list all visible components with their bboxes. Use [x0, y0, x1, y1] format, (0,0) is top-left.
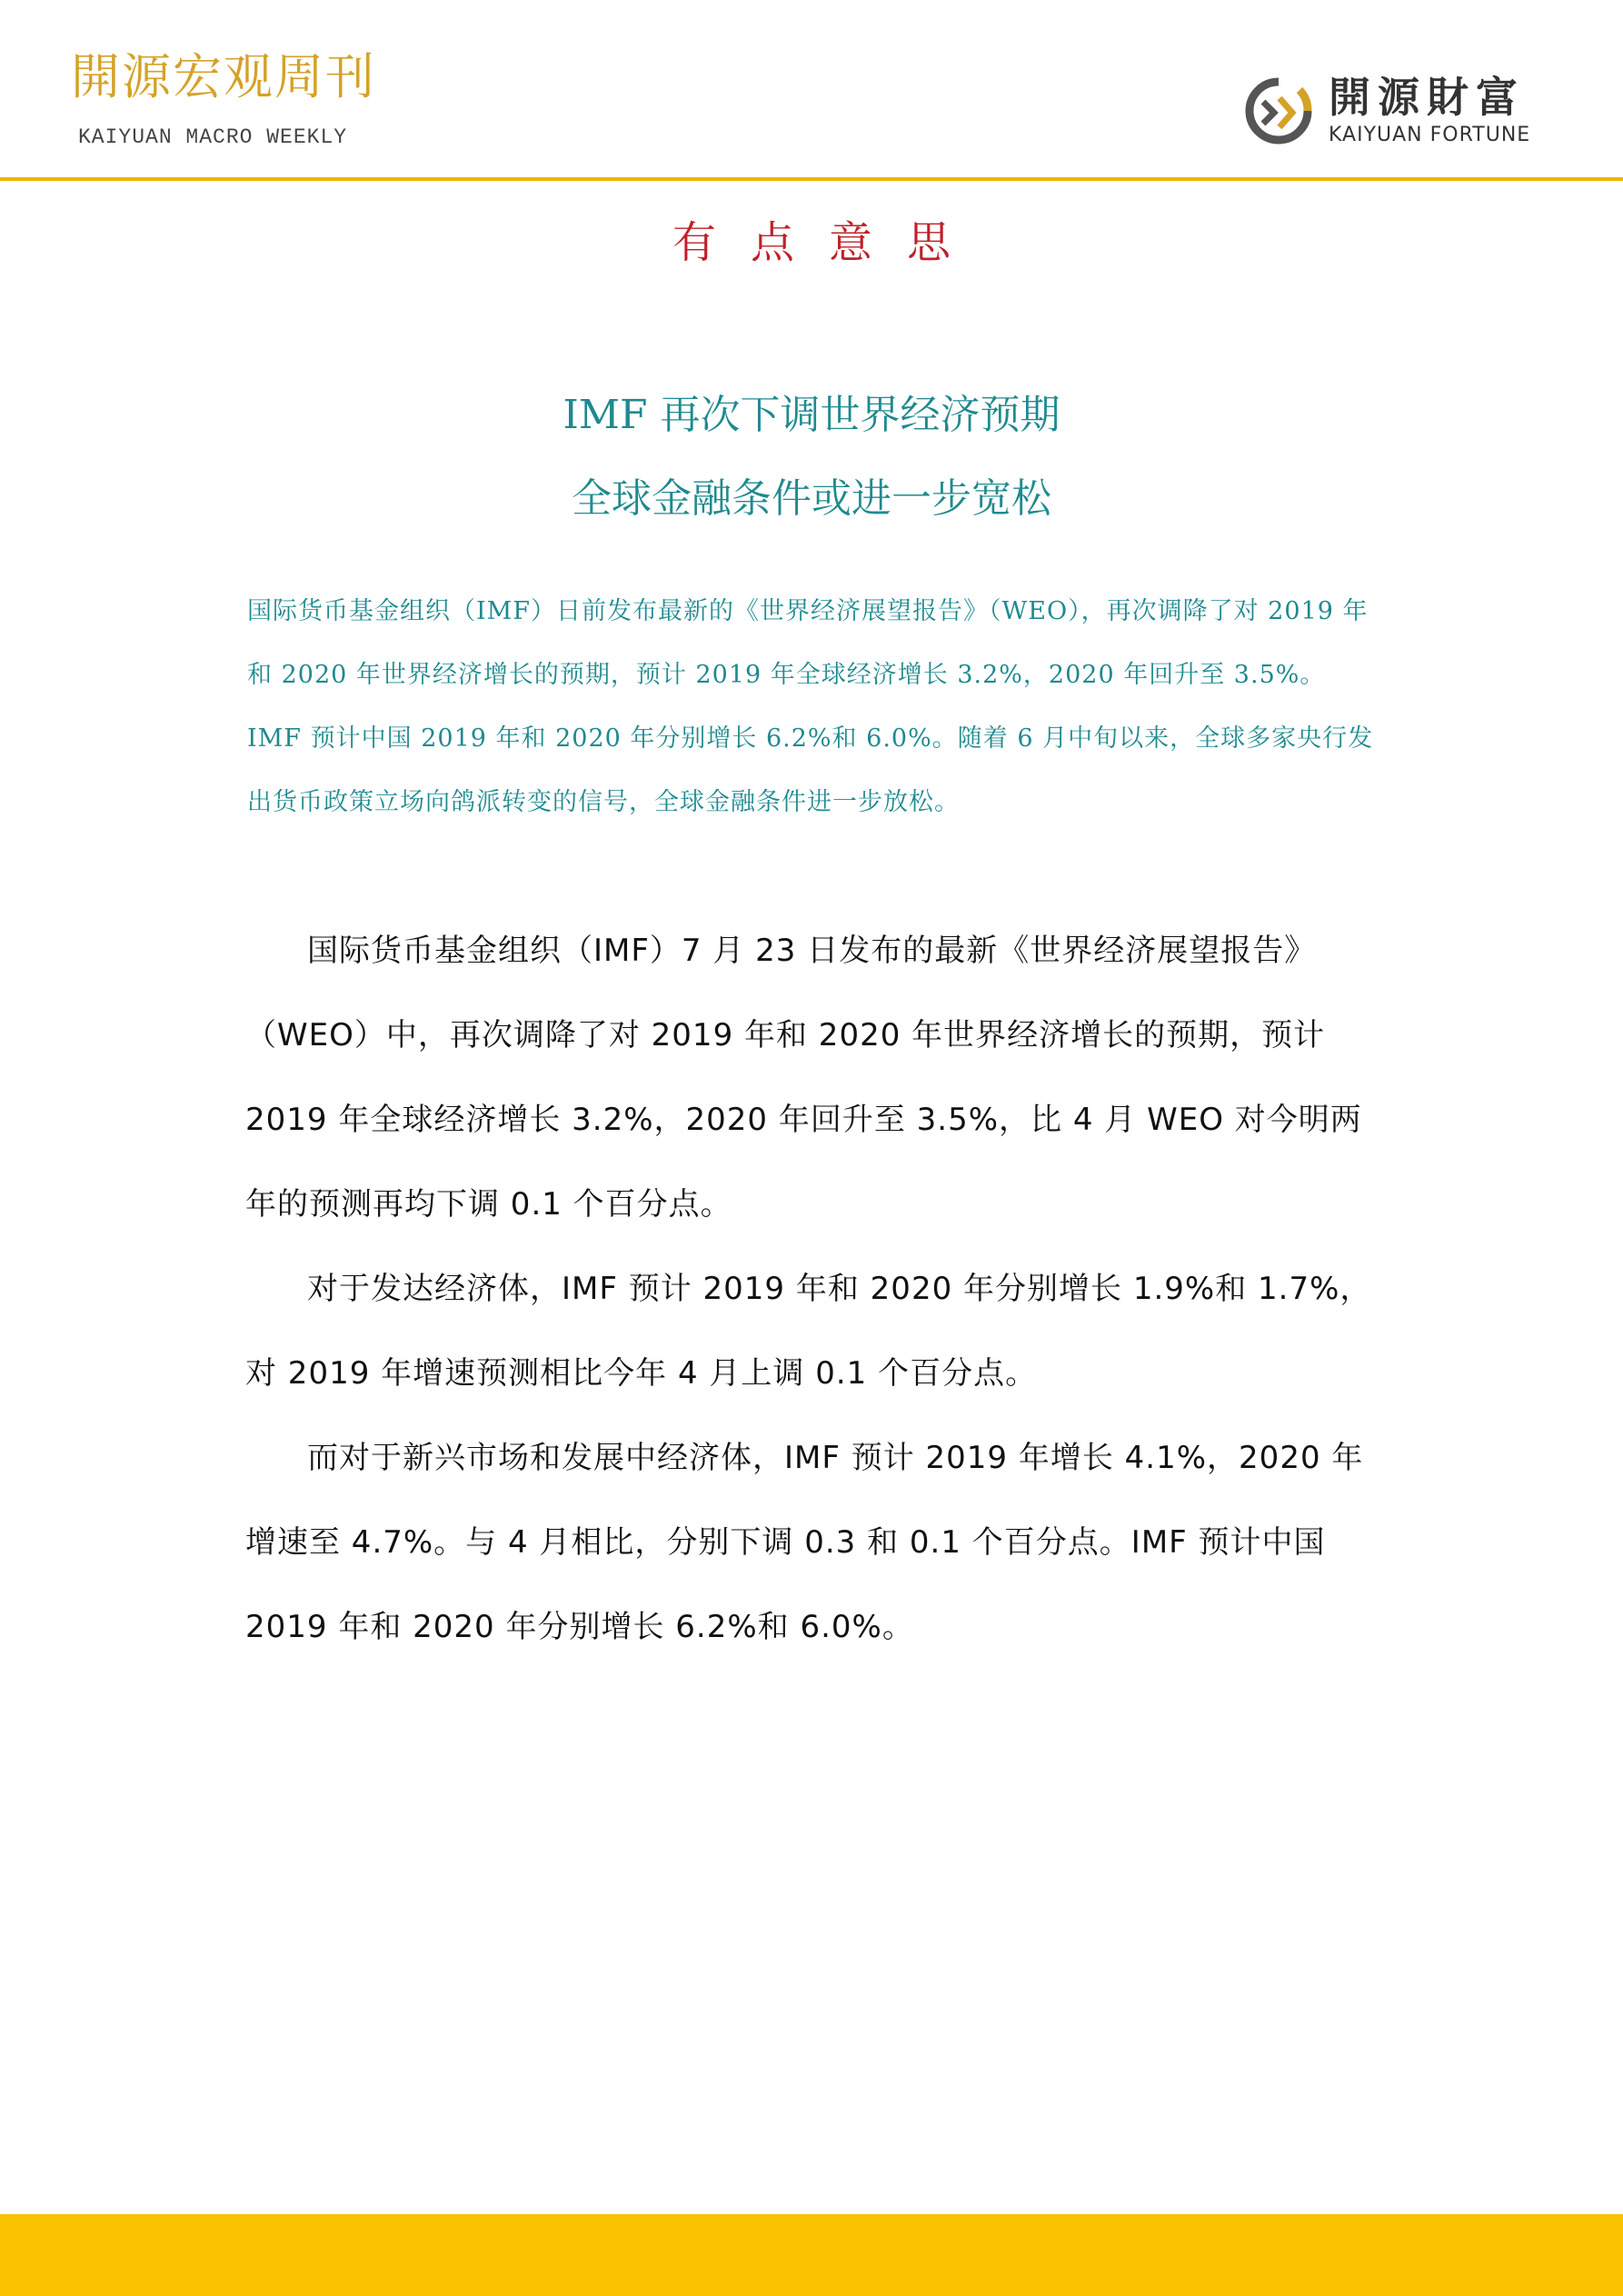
body-paragraph: 对于发达经济体，IMF 预计 2019 年和 2020 年分别增长 1.9%和 1.7%，对 2019 年增速预测相比今年 4 月上调 0.1 个百分点。	[245, 1271, 1372, 1392]
publication-subtitle: KAIYUAN MACRO WEEKLY	[78, 125, 348, 149]
body-paragraph: 国际货币基金组织（IMF）7 月 23 日发布的最新《世界经济展望报告》（WEO）中，再次调降了对 2019 年和 2020 年世界经济增长的预期，预计 2019 年全球经济增长 3.2%，2020 年回升至 3.5%，比 4 月 WEO 对今明两年的预测再均下调 0.1 个百分点。	[245, 933, 1362, 1223]
header-divider	[0, 177, 1623, 181]
headline-line-2: 全球金融条件或进一步宽松	[572, 475, 1051, 522]
body-paragraph: 而对于新兴市场和发展中经济体，IMF 预计 2019 年增长 4.1%，2020 年增速至 4.7%。与 4 月相比，分别下调 0.3 和 0.1 个百分点。IMF 预计中国 2019 年和 2020 年分别增长 6.2%和 6.0%。	[245, 1440, 1364, 1645]
publication-title: 開源宏观周刊	[71, 48, 376, 105]
logo-chinese-name: 開源財富	[1329, 73, 1525, 122]
article-body	[245, 909, 1374, 1670]
kaiyuan-logo-icon	[1245, 75, 1312, 147]
section-title: 有点意思	[672, 217, 985, 268]
footer-bar	[0, 2214, 1623, 2296]
logo-english-name: KAIYUAN FORTUNE	[1329, 124, 1531, 146]
kaiyuan-fortune-logo	[1245, 75, 1554, 147]
abstract-summary: 国际货币基金组织（IMF）日前发布最新的《世界经济展望报告》（WEO），再次调降了对 2019 年和 2020 年世界经济增长的预期，预计 2019 年全球经济增长 3.2%，2020 年回升至 3.5%。IMF 预计中国 2019 年和 2020 年分别增长 6.2%和 6.0%。随着 6 月中旬以来，全球多家央行发出货币政策立场向鸽派转变的信号，全球金融条件进一步放松。	[247, 597, 1374, 816]
headline-line-1: IMF 再次下调世界经济预期	[563, 392, 1060, 438]
